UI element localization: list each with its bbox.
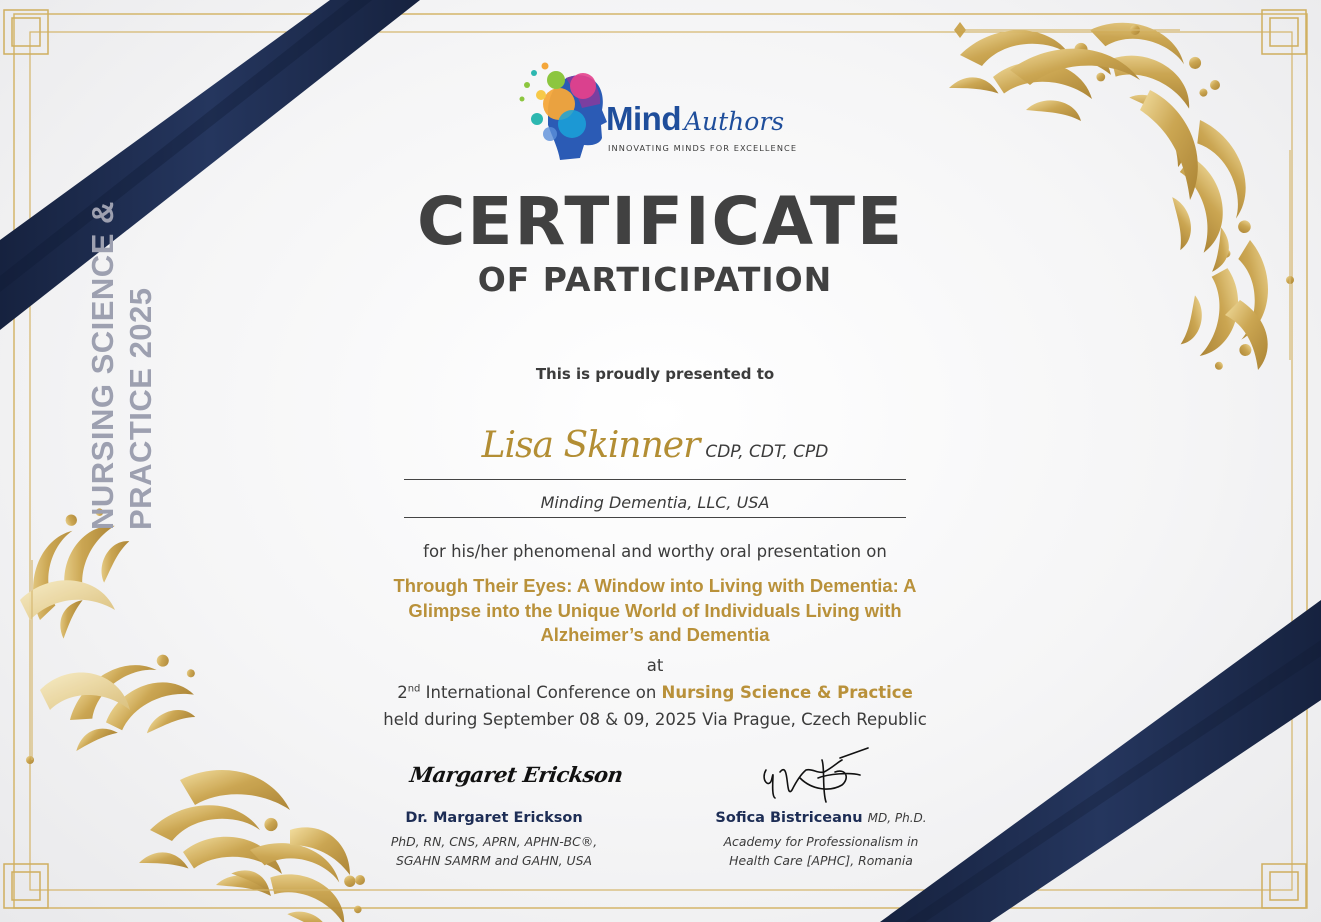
signatory-2 — [690, 810, 952, 870]
logo-mind-text: Mind — [606, 100, 681, 137]
signatory-2-desc-line2: Health Care [APHC], Romania — [729, 853, 913, 868]
signature-margaret: Margaret Erickson — [408, 762, 625, 787]
conference-ordinal-suffix: nd — [407, 683, 421, 695]
certificate-subtitle: OF PARTICIPATION — [477, 260, 833, 299]
recipient-name: Lisa Skinner — [481, 425, 700, 466]
side-event-line1: NURSING SCIENCE & — [85, 201, 120, 530]
at-text: at — [646, 656, 664, 675]
recipient-org-rule — [404, 517, 906, 518]
signatory-2-name: Sofica Bistriceanu — [715, 810, 863, 826]
event-date-location: held during September 08 & 09, 2025 Via Prague, Czech Republic — [383, 710, 927, 729]
logo-wordmark — [606, 100, 784, 136]
signature-sofica-icon — [764, 748, 868, 802]
side-event-line2: PRACTICE 2025 — [123, 287, 158, 530]
logo-authors-text: Authors — [683, 107, 785, 136]
logo-head-icon — [520, 63, 608, 161]
signatory-1-desc-line1: PhD, RN, CNS, APRN, APHN-BC®, — [390, 834, 598, 849]
conference-name: Nursing Science & Practice — [661, 683, 913, 702]
signatory-2-desc — [690, 832, 952, 870]
recipient-name-rule — [404, 479, 906, 480]
recipient-credentials: CDP, CDT, CPD — [705, 442, 829, 462]
presented-to-text: This is proudly presented to — [535, 365, 775, 383]
recipient-organization: Minding Dementia, LLC, USA — [540, 493, 770, 512]
side-event-label — [84, 201, 160, 530]
signatory-2-desc-line1: Academy for Professionalism in — [723, 834, 919, 849]
presentation-title: Through Their Eyes: A Window into Living with Dementia: A Glimpse into the Unique World of Individuals Living with Alzheimer’s and Dementia — [393, 575, 917, 645]
logo-tagline: INNOVATING MINDS FOR EXCELLENCE — [608, 143, 798, 153]
conference-prefix: International Conference on — [420, 683, 662, 702]
certificate-title: CERTIFICATE — [416, 183, 905, 260]
recipient — [404, 425, 906, 466]
conference-line — [0, 683, 1310, 702]
signatory-2-degrees: MD, Ph.D. — [867, 811, 927, 825]
signatory-1-desc-line2: SGAHN SAMRM and GAHN, USA — [396, 853, 592, 868]
presentation-intro: for his/her phenomenal and worthy oral presentation on — [423, 542, 887, 561]
signatory-1-desc — [366, 832, 622, 870]
signatory-1 — [366, 810, 622, 870]
signatory-1-name: Dr. Margaret Erickson — [405, 810, 583, 826]
conference-ordinal: 2 — [397, 683, 408, 702]
signatory-2-name-line — [690, 810, 952, 826]
